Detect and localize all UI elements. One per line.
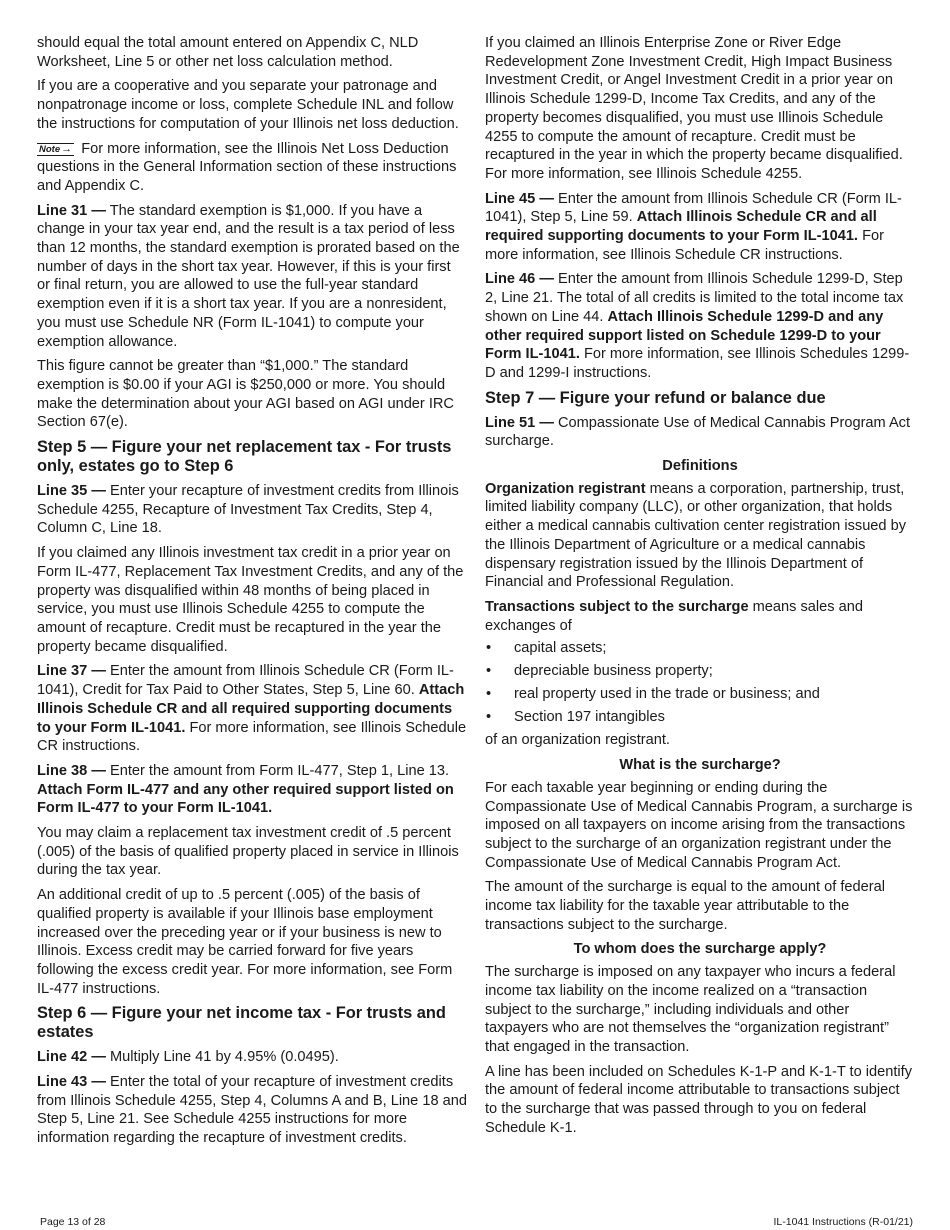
line-43-label: Line 43 —: [37, 1074, 106, 1091]
line-42-label: Line 42 —: [37, 1049, 106, 1066]
line-45-attach-instruction: Attach Illinois Schedule CR and all required supporting documents to your Form IL-1041.: [485, 209, 877, 245]
line-31-text: The standard exemption is $1,000. If you have a change in your tax year end, and the result is a tax period of less than 12 months, the standard exemption is prorated based on the number of days in the short tax year. However, if this is your first or final return, you are allowed to use the full-year standard exemption even if it is a short tax year. If you are a nonresident, you must use Schedule NR (Form IL-1041) to compute your exemption allowance.: [37, 202, 460, 350]
paragraph-k1-line: A line has been included on Schedules K-1-P and K-1-T to identify the amount of federal income attributable to transactions subject to the surcharge that was passed through to you on federal Schedule K-1.: [485, 1063, 913, 1136]
paragraph-il477-recapture: If you claimed any Illinois investment tax credit in a prior year on Form IL-477, Replacement Tax Investment Credits, and any of the property was disqualified within 48 months of being placed in service, you must use Illinois Schedule 4255 to compute the amount of recapture. Credit must be recaptured in the year the property became disqualified.: [37, 545, 464, 655]
line-45-text: Enter the amount from Illinois Schedule CR (Form IL-1041), Step 5, Line 59.: [485, 190, 902, 226]
line-35-text: Enter your recapture of investment credits from Illinois Schedule 4255, Recapture of Investment Tax Credits, Step 4, Column C, Line 18.: [37, 483, 459, 537]
paragraph-cooperative: If you are a cooperative and you separate your patronage and nonpatronage income or loss, complete Schedule INL and follow the instructions for computation of your Illinois net loss deduction.: [37, 78, 459, 132]
organization-registrant-text: means a corporation, partnership, trust, limited liability company (LLC), or other organization, that holds either a medical cannabis cultivation center registration issued by the Illinois Department of Agriculture or a medical cannabis dispensary registration issued by the Illinois Department of Financial and Professional Regulation.: [485, 480, 907, 591]
right-column: [485, 34, 915, 1143]
line-31-label: Line 31 —: [37, 202, 106, 219]
list-item: • Section 197 intangibles: [485, 708, 915, 727]
line-42-text: Multiply Line 41 by 4.95% (0.0495).: [110, 1049, 339, 1066]
line-37-paragraph: [37, 662, 467, 756]
of-organization-registrant: of an organization registrant.: [485, 732, 670, 749]
form-revision: IL-1041 Instructions (R-01/21): [773, 1216, 913, 1228]
paragraph-enterprise-zone: If you claimed an Illinois Enterprise Zone or River Edge Redevelopment Zone Investment Credit, High Impact Business Investment Credit, or Angel Investment Credit in a prior year on Illinois Schedule 1299-D, Income Tax Credits, and any of the property becomes disqualified, you must use Illinois Schedule 4255 to compute the amount of recapture. Credit must be recaptured in the year in which the property became disqualified. For more information, see Illinois Schedule 4255.: [485, 35, 903, 182]
line-37-tail: For more information, see Illinois Schedule CR instructions.: [37, 719, 467, 755]
list-item: • depreciable business property;: [485, 662, 915, 681]
step-6-heading: Step 6 — Figure your net income tax - For trusts and estates: [37, 1004, 446, 1042]
line-45-label: Line 45 —: [485, 190, 554, 207]
what-is-surcharge-heading: What is the surcharge?: [619, 757, 781, 774]
line-31-paragraph: [37, 202, 467, 352]
line-43-text: Enter the total of your recapture of investment credits from Illinois Schedule 4255, Step 4, Columns A and B, Line 18 and Step 5, Line 21. See Schedule 4255 instructions for more information regarding the recapture of investment credits.: [37, 1074, 467, 1147]
line-51-label: Line 51 —: [485, 414, 554, 431]
organization-registrant-term: Organization registrant: [485, 480, 646, 497]
organization-registrant-definition: [485, 480, 915, 592]
page-number: Page 13 of 28: [40, 1216, 106, 1228]
note-text: For more information, see the Illinois Net Loss Deduction questions in the General Information section of these instructions and Appendix C.: [37, 140, 457, 194]
line-46-attach-instruction: Attach Illinois Schedule 1299-D and any other required support listed on Schedule 1299-D to your Form IL-1041.: [485, 308, 884, 363]
line-38-text: Enter the amount from Form IL-477, Step 1, Line 13.: [110, 762, 450, 779]
paragraph-additional-credit: An additional credit of up to .5 percent (.005) of the basis of qualified property is available if your Illinois base employment increased over the preceding year or if your business is new to Illinois. Excess credit may be carried forward for five years following the excess credit year. For more information, see Form IL-477 instructions.: [37, 887, 453, 997]
line-46-text: Enter the amount from Illinois Schedule 1299-D, Step 2, Line 21. The total of all credits is limited to the total income tax shown on Line 44.: [485, 271, 904, 325]
list-item: • real property used in the trade or business; and: [485, 685, 915, 704]
line-42-paragraph: [37, 1048, 467, 1067]
paragraph-surcharge-taxpayer: The surcharge is imposed on any taxpayer who incurs a federal income tax liability on the income realized on a “transaction subject to the surcharge,” including individuals and other taxpayers who are not themselves the “organization registrant” that engaged in the transaction.: [485, 964, 896, 1055]
line-46-label: Line 46 —: [485, 271, 554, 288]
list-item: • capital assets;: [485, 639, 915, 658]
step-5-heading: Step 5 — Figure your net replacement tax - For trusts only, estates go to Step 6: [37, 438, 452, 476]
line-51-paragraph: [485, 414, 915, 451]
note-icon: Note →: [37, 143, 74, 156]
paragraph-surcharge-amount: The amount of the surcharge is equal to the amount of federal income tax liability for the taxable year attributable to the transactions subject to the surcharge.: [485, 879, 885, 933]
line-45-paragraph: [485, 190, 915, 265]
line-37-attach-instruction: Attach Illinois Schedule CR and all required supporting documents to your Form IL-1041.: [37, 682, 465, 736]
paragraph-replacement-credit: You may claim a replacement tax investment credit of .5 percent (.005) of the basis of qualified property placed in service in Illinois during the tax year.: [37, 825, 459, 879]
line-35-paragraph: [37, 482, 467, 538]
line-46-tail: For more information, see Illinois Schedules 1299-D and 1299-I instructions.: [485, 346, 910, 381]
paragraph-nld-worksheet: should equal the total amount entered on Appendix C, NLD Worksheet, Line 5 or other net loss calculation method.: [37, 35, 419, 70]
step-7-heading: Step 7 — Figure your refund or balance due: [485, 388, 826, 407]
line-38-attach-instruction: Attach Form IL-477 and any other required support listed on Form IL-477 to your Form IL-1041.: [37, 781, 454, 817]
line-38-paragraph: [37, 762, 467, 818]
line-45-tail: For more information, see Illinois Schedule CR instructions.: [485, 228, 884, 263]
line-51-text: Compassionate Use of Medical Cannabis Program Act surcharge.: [485, 414, 911, 450]
line-37-text: Enter the amount from Illinois Schedule CR (Form IL-1041), Credit for Tax Paid to Other States, Step 5, Line 60.: [37, 663, 454, 699]
line-38-label: Line 38 —: [37, 762, 106, 779]
line-35-label: Line 35 —: [37, 483, 106, 500]
transactions-term: Transactions subject to the surcharge: [485, 598, 749, 615]
transactions-definition: [485, 598, 915, 635]
line-43-paragraph: [37, 1073, 467, 1148]
to-whom-heading: To whom does the surcharge apply?: [573, 941, 827, 958]
paragraph-surcharge-imposed: For each taxable year beginning or ending during the Compassionate Use of Medical Cannabis Program, a surcharge is imposed on all taxpayers on income arising from the transactions subject to the surcharge of an organization registrant under the Compassionate Use of Medical Cannabis Program Act.: [485, 779, 913, 871]
line-37-label: Line 37 —: [37, 663, 106, 680]
transactions-text: means sales and exchanges of: [485, 598, 863, 634]
left-column: [37, 34, 467, 1154]
line-46-paragraph: [485, 270, 915, 382]
note-paragraph: [37, 140, 467, 196]
transactions-list: [485, 639, 915, 727]
paragraph-exemption-limit: This figure cannot be greater than “$1,000.” The standard exemption is $0.00 if your AGI is $250,000 or more. You should make the determination about your AGI based on AGI under IRC Section 67(e).: [37, 358, 454, 431]
definitions-heading: Definitions: [662, 458, 738, 475]
